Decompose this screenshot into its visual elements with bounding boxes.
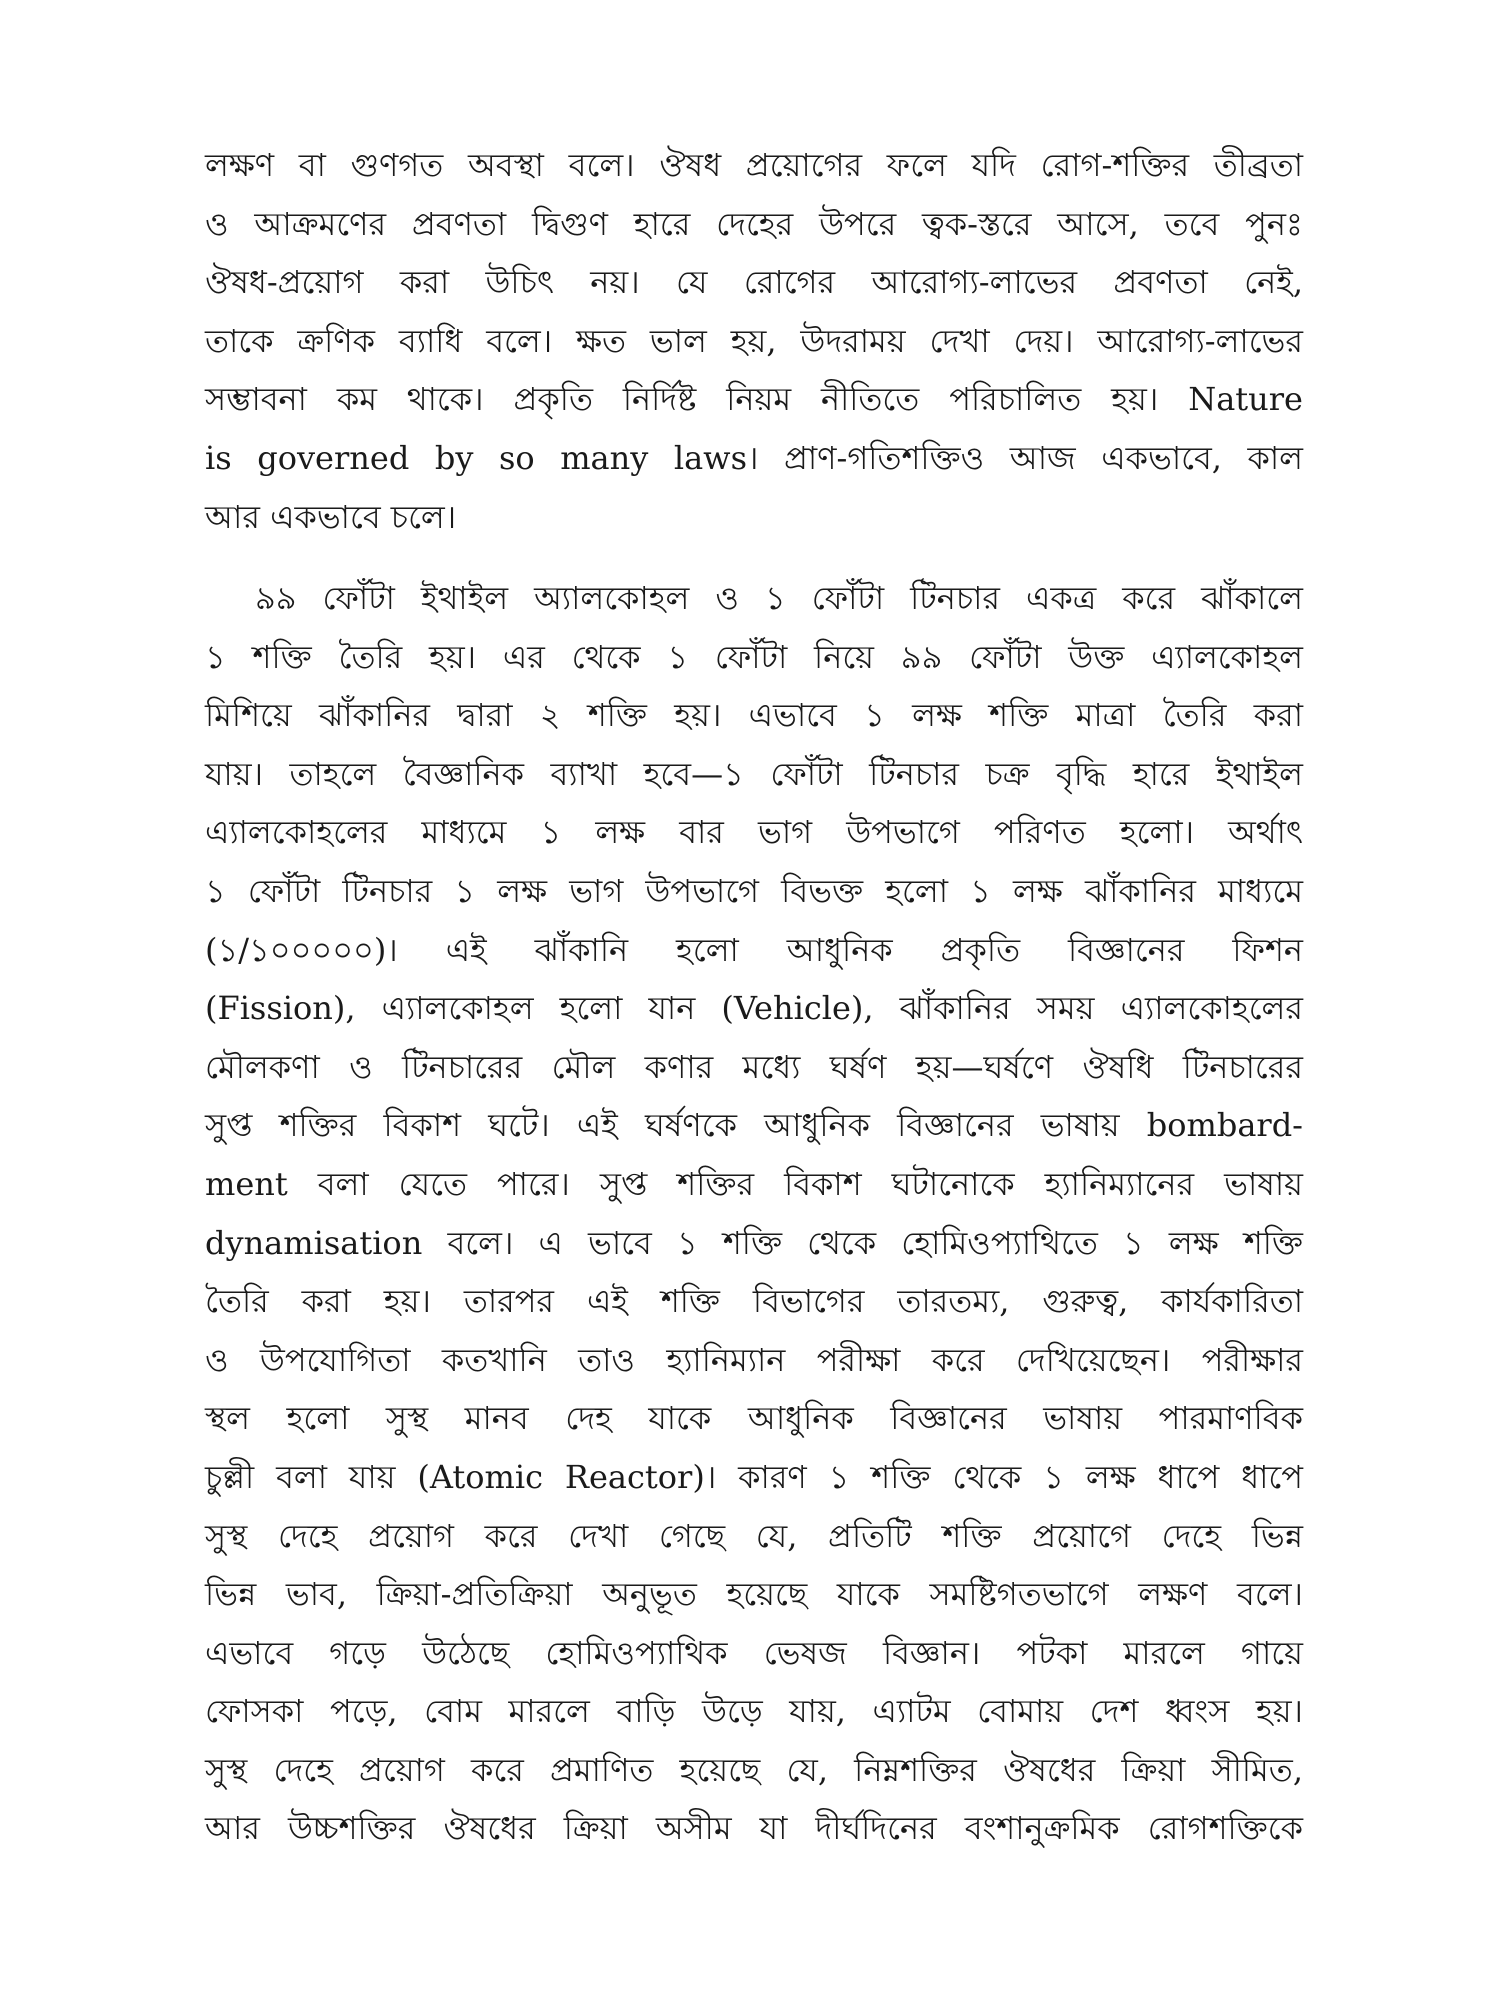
text-line: এ্যালকোহলের মাধ্যমে ১ লক্ষ বার ভাগ উপভাগে পরিণত হলো। অর্থাৎ xyxy=(205,813,1303,852)
text-line: আর একভাবে চলে। xyxy=(205,497,457,536)
text-line: ১ শক্তি তৈরি হয়। এর থেকে ১ ফোঁটা নিয়ে ৯৯ ফোঁটা উক্ত এ্যালকোহল xyxy=(205,637,1303,676)
text-line: ৯৯ ফোঁটা ইথাইল অ্যালকোহল ও ১ ফোঁটা টিনচার একত্র করে ঝাঁকালে xyxy=(255,579,1303,617)
text-line: মৌলকণা ও টিনচারের মৌল কণার মধ্যে ঘর্ষণ হয়—ঘর্ষণে ঔষধি টিনচারের xyxy=(205,1047,1303,1086)
text-line: (Fission), এ্যালকোহল হলো যান (Vehicle), ঝাঁকানির সময় এ্যালকোহলের xyxy=(205,989,1303,1028)
text-line: আর উচ্চশক্তির ঔষধের ক্রিয়া অসীম যা দীর্ঘদিনের বংশানুক্রমিক রোগশক্তিকে xyxy=(205,1809,1303,1848)
text-line: তৈরি করা হয়। তারপর এই শক্তি বিভাগের তারতম্য, গুরুত্ব, কার্যকারিতা xyxy=(205,1282,1303,1321)
text-line: তাকে ক্রণিক ব্যাধি বলে। ক্ষত ভাল হয়, উদরাময় দেখা দেয়। আরোগ্য-লাভের xyxy=(205,321,1303,360)
text-line: যায়। তাহলে বৈজ্ঞানিক ব্যাখা হবে—১ ফোঁটা টিনচার চক্র বৃদ্ধি হারে ইথাইল xyxy=(205,754,1303,793)
text-line: লক্ষণ বা গুণগত অবস্থা বলে। ঔষধ প্রয়োগের ফলে যদি রোগ-শক্তির তীব্রতা xyxy=(205,146,1303,184)
paragraph-1 xyxy=(205,136,1303,546)
text-line: চুল্লী বলা যায় (Atomic Reactor)। কারণ ১ শক্তি থেকে ১ লক্ষ ধাপে ধাপে xyxy=(205,1457,1303,1496)
text-line: মিশিয়ে ঝাঁকানির দ্বারা ২ শক্তি হয়। এভাবে ১ লক্ষ শক্তি মাত্রা তৈরি করা xyxy=(205,696,1303,735)
text-line: (১/১০০০০০)। এই ঝাঁকানি হলো আধুনিক প্রকৃতি বিজ্ঞানের ফিশন xyxy=(205,930,1303,969)
text-line: ও উপযোগিতা কতখানি তাও হ্যানিম্যান পরীক্ষা করে দেখিয়েছেন। পরীক্ষার xyxy=(205,1340,1303,1379)
paragraph-2 xyxy=(205,569,1303,1858)
text-line: সুস্থ দেহে প্রয়োগ করে দেখা গেছে যে, প্রতিটি শক্তি প্রয়োগে দেহে ভিন্ন xyxy=(205,1516,1303,1555)
text-line: ভিন্ন ভাব, ক্রিয়া-প্রতিক্রিয়া অনুভূত হয়েছে যাকে সমষ্টিগতভাগে লক্ষণ বলে। xyxy=(205,1575,1303,1614)
text-line: ment বলা যেতে পারে। সুপ্ত শক্তির বিকাশ ঘটানোকে হ্যানিম্যানের ভাষায় xyxy=(205,1164,1303,1203)
text-line: dynamisation বলে। এ ভাবে ১ শক্তি থেকে হোমিওপ্যাথিতে ১ লক্ষ শক্তি xyxy=(205,1223,1303,1262)
text-line: সুস্থ দেহে প্রয়োগ করে প্রমাণিত হয়েছে যে, নিম্নশক্তির ঔষধের ক্রিয়া সীমিত, xyxy=(205,1750,1303,1789)
text-line: স্থল হলো সুস্থ মানব দেহ যাকে আধুনিক বিজ্ঞানের ভাষায় পারমাণবিক xyxy=(205,1399,1303,1438)
text-line: ১ ফোঁটা টিনচার ১ লক্ষ ভাগ উপভাগে বিভক্ত হলো ১ লক্ষ ঝাঁকানির মাধ্যমে xyxy=(205,871,1303,910)
text-line: সুপ্ত শক্তির বিকাশ ঘটে। এই ঘর্ষণকে আধুনিক বিজ্ঞানের ভাষায় bombard- xyxy=(205,1106,1303,1145)
text-line: is governed by so many laws। প্রাণ-গতিশক্তিও আজ একভাবে, কাল xyxy=(205,438,1303,477)
text-line: সম্ভাবনা কম থাকে। প্রকৃতি নির্দিষ্ট নিয়ম নীতিতে পরিচালিত হয়। Nature xyxy=(205,380,1303,419)
text-line: এভাবে গড়ে উঠেছে হোমিওপ্যাথিক ভেষজ বিজ্ঞান। পটকা মারলে গায়ে xyxy=(205,1633,1303,1672)
text-line: ও আক্রমণের প্রবণতা দ্বিগুণ হারে দেহের উপরে ত্বক-স্তরে আসে, তবে পুনঃ xyxy=(205,204,1303,243)
text-line: ফোসকা পড়ে, বোম মারলে বাড়ি উড়ে যায়, এ্যাটম বোমায় দেশ ধ্বংস হয়। xyxy=(205,1692,1303,1731)
text-line: ঔষধ-প্রয়োগ করা উচিৎ নয়। যে রোগের আরোগ্য-লাভের প্রবণতা নেই, xyxy=(205,263,1303,302)
